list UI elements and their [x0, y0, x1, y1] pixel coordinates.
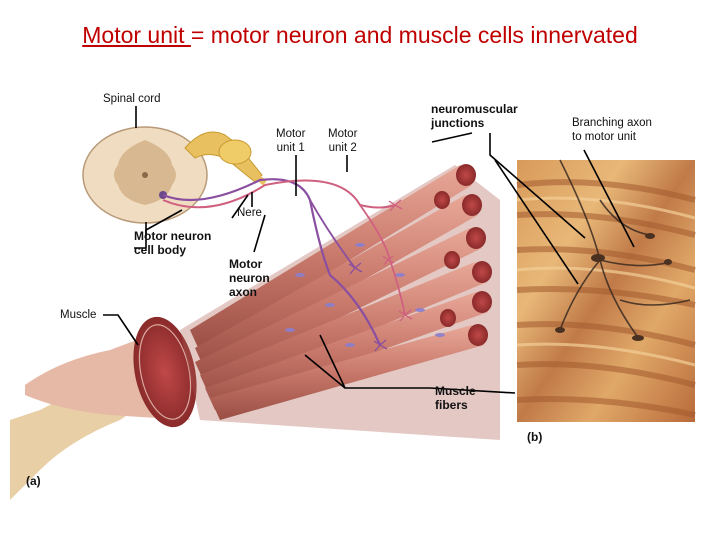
label-motor-neuron-cell-body: Motor neuron cell body	[134, 229, 212, 257]
label-nerve: Nere	[237, 207, 262, 219]
muscle-tissue	[10, 311, 206, 500]
label-neuromuscular-junctions: neuromuscular junctions	[431, 102, 518, 130]
label-panel-b: (b)	[527, 430, 543, 444]
micrograph-panel	[517, 160, 695, 422]
label-branching-axon: Branching axon to motor unit	[572, 117, 652, 143]
label-panel-a: (a)	[26, 474, 41, 488]
title-definition: = motor neuron and muscle cells innervated	[190, 22, 638, 48]
title-term: Motor unit	[82, 22, 191, 48]
label-motor-unit-2: Motor unit 2	[328, 128, 358, 154]
label-motor-unit-1: Motor unit 1	[276, 128, 306, 154]
label-spinal-cord: Spinal cord	[103, 93, 161, 105]
spinal-cord-section	[83, 127, 207, 223]
label-muscle: Muscle	[60, 309, 97, 321]
label-motor-neuron-axon: Motor neuron axon	[229, 257, 270, 299]
label-muscle-fibers: Muscle fibers	[435, 384, 476, 412]
